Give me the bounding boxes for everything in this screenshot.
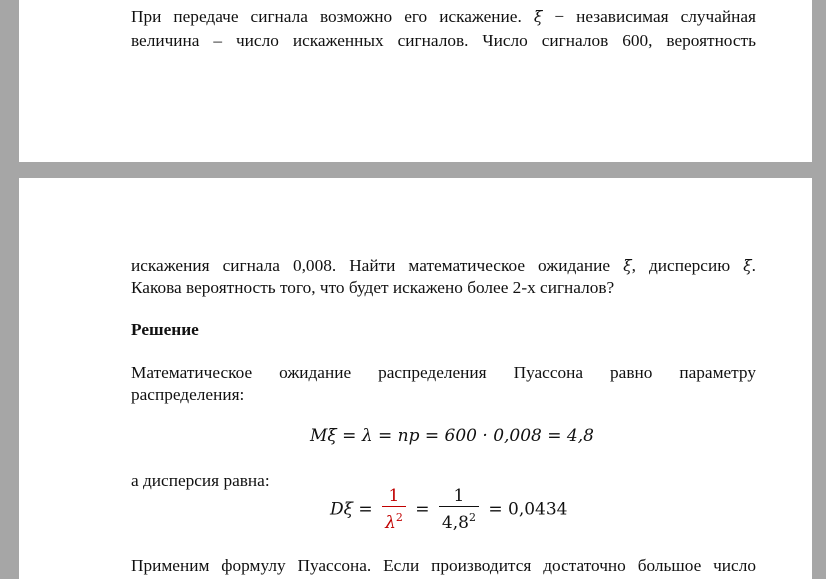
poisson-text-line: Применим формулу Пуассона. Если производится достаточно большое число — [131, 556, 756, 575]
problem-text-line-3 — [131, 255, 756, 277]
formula-lhs: Dξ = — [330, 499, 373, 520]
formula-result: = 0,0434 — [488, 499, 568, 520]
viewer-background-right — [812, 0, 826, 579]
variance-text: а дисперсия равна: — [131, 471, 270, 490]
xi-symbol: ξ — [743, 257, 752, 275]
fraction-one-over-four-eight-squared — [439, 486, 479, 534]
solution-text-line-2: распределения: — [131, 385, 245, 404]
solution-text-line-1: Математическое ожидание распределения Пуассона равно параметру — [131, 363, 756, 382]
page-separator — [0, 162, 826, 178]
lambda-symbol: λ — [385, 513, 396, 533]
exponent: 2 — [395, 511, 403, 524]
variance-formula — [330, 486, 568, 534]
problem-text-line-1 — [131, 6, 756, 28]
fraction-denominator — [439, 506, 479, 534]
exponent: 2 — [468, 511, 476, 524]
text-segment: . — [751, 256, 756, 275]
equals-sign: = — [415, 499, 430, 520]
text-segment: искажения сигнала 0,008. Найти математическое ожидание — [131, 256, 624, 275]
xi-symbol: ξ — [623, 257, 632, 275]
fraction-one-over-lambda-squared — [382, 486, 406, 534]
viewer-background-left — [0, 0, 19, 579]
text-segment: − независимая случайная — [542, 7, 756, 26]
denominator-base: 4,8 — [441, 513, 469, 533]
problem-text-line-2: величина – число искаженных сигналов. Число сигналов 600, вероятность — [131, 31, 756, 50]
text-segment: , дисперсию — [631, 256, 744, 275]
text-segment: При передаче сигнала возможно его искажение. — [131, 7, 534, 26]
fraction-numerator: 1 — [388, 486, 400, 506]
expectation-formula: Mξ = λ = np = 600 · 0,008 = 4,8 — [310, 426, 594, 446]
problem-text-line-4: Какова вероятность того, что будет искажено более 2-х сигналов? — [131, 278, 615, 297]
xi-symbol: ξ — [533, 8, 543, 26]
fraction-numerator: 1 — [453, 486, 465, 506]
solution-heading: Решение — [131, 320, 199, 339]
fraction-denominator — [382, 506, 406, 534]
